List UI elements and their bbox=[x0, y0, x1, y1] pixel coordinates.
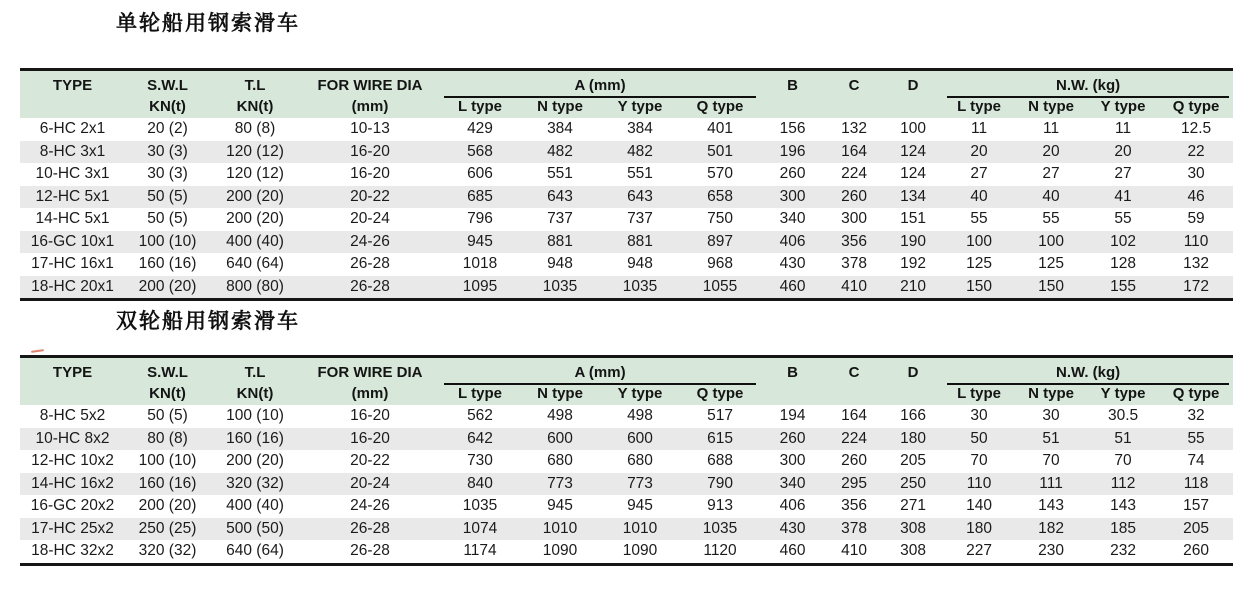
col-header-b: B bbox=[760, 70, 825, 119]
table-cell: 30 (3) bbox=[125, 141, 210, 164]
table-cell: 320 (32) bbox=[210, 473, 300, 496]
table-cell: 606 bbox=[467, 165, 493, 183]
table-cell: 948 bbox=[547, 255, 573, 273]
table-cell: 913 bbox=[707, 497, 733, 515]
table-cell: 568 bbox=[440, 141, 520, 164]
table-cell: 308 bbox=[883, 518, 943, 541]
table-cell: 680 bbox=[627, 452, 653, 470]
col-header-type: TYPE bbox=[20, 357, 125, 406]
table-cell: 750 bbox=[707, 210, 733, 228]
table-cell: 112 bbox=[1087, 473, 1159, 496]
table-cell: 200 (20) bbox=[125, 276, 210, 300]
table-cell: 200 (20) bbox=[226, 452, 284, 470]
table-cell: 300 bbox=[779, 452, 806, 470]
table-cell: 1090 bbox=[600, 540, 680, 564]
table-cell: 20 (2) bbox=[147, 120, 188, 138]
table-cell: 498 bbox=[627, 407, 653, 425]
table-cell: 32 bbox=[1187, 407, 1205, 425]
table-cell: 897 bbox=[680, 231, 760, 254]
col-header-tl-unit: KN(t) bbox=[210, 385, 300, 405]
table-cell: 10-HC 3x1 bbox=[35, 165, 110, 183]
table-cell: 232 bbox=[1087, 540, 1159, 564]
table-cell: 401 bbox=[707, 120, 733, 138]
table-cell: 20-22 bbox=[350, 452, 390, 470]
table-cell: 180 bbox=[943, 518, 1015, 541]
table-cell: 40 bbox=[1015, 186, 1087, 209]
table-cell: 100 bbox=[1015, 231, 1087, 254]
table-cell: 230 bbox=[1015, 540, 1087, 564]
table-cell: 164 bbox=[825, 141, 883, 164]
table-cell: 200 (20) bbox=[138, 497, 197, 515]
col-header-nw-n-type: N type bbox=[1015, 385, 1087, 405]
col-header-nw-l-type: L type bbox=[943, 98, 1015, 118]
table-cell: 17-HC 25x2 bbox=[20, 518, 125, 541]
table-body bbox=[20, 405, 1233, 564]
table-cell: 125 bbox=[1038, 255, 1064, 273]
table-cell: 1174 bbox=[440, 540, 520, 564]
table-cell: 210 bbox=[883, 276, 943, 300]
table-row bbox=[20, 518, 1233, 541]
table-cell: 429 bbox=[467, 120, 493, 138]
table-cell: 945 bbox=[440, 231, 520, 254]
table-double-sheave-blocks bbox=[20, 355, 1233, 566]
table-cell: 945 bbox=[547, 497, 573, 515]
table-cell: 180 bbox=[883, 428, 943, 451]
table-cell: 260 bbox=[841, 452, 867, 470]
table-cell: 356 bbox=[841, 497, 867, 515]
table-cell: 27 bbox=[1042, 165, 1060, 183]
table-cell: 27 bbox=[970, 165, 988, 183]
col-header-a-y-type: Y type bbox=[600, 98, 680, 118]
table-cell: 30 (3) bbox=[147, 165, 188, 183]
table-cell: 100 (10) bbox=[226, 407, 284, 425]
table-cell: 10-13 bbox=[350, 120, 390, 138]
col-header-swl: S.W.L bbox=[125, 357, 210, 386]
table-cell: 1010 bbox=[600, 518, 680, 541]
table-cell: 840 bbox=[440, 473, 520, 496]
table-cell: 110 bbox=[1159, 231, 1233, 254]
table-cell: 100 (10) bbox=[138, 452, 197, 470]
table-cell: 70 bbox=[1042, 452, 1060, 470]
table-cell: 100 (10) bbox=[125, 231, 210, 254]
table-cell: 172 bbox=[1159, 276, 1233, 300]
table-cell: 737 bbox=[627, 210, 653, 228]
table-cell: 111 bbox=[1015, 473, 1087, 496]
table-cell: 260 bbox=[760, 428, 825, 451]
table-cell: 55 bbox=[1042, 210, 1060, 228]
table-cell: 102 bbox=[1087, 231, 1159, 254]
table-cell: 384 bbox=[547, 120, 573, 138]
table-cell: 12-HC 10x2 bbox=[31, 452, 114, 470]
table-cell: 295 bbox=[825, 473, 883, 496]
table-cell: 500 (50) bbox=[210, 518, 300, 541]
col-header-wire-dia: FOR WIRE DIA bbox=[300, 70, 440, 99]
table-cell: 134 bbox=[883, 186, 943, 209]
table-cell: 643 bbox=[600, 186, 680, 209]
table-cell: 1055 bbox=[680, 276, 760, 300]
table-cell: 50 (5) bbox=[125, 186, 210, 209]
table-cell: 132 bbox=[841, 120, 867, 138]
table-cell: 18-HC 32x2 bbox=[20, 540, 125, 564]
table-cell: 6-HC 2x1 bbox=[39, 120, 106, 138]
table-row bbox=[20, 186, 1233, 209]
table-cell: 50 bbox=[943, 428, 1015, 451]
table-single-sheave-blocks bbox=[20, 68, 1233, 301]
table-cell: 156 bbox=[779, 120, 806, 138]
table-cell: 773 bbox=[520, 473, 600, 496]
table-cell: 250 bbox=[883, 473, 943, 496]
table-cell: 150 bbox=[1015, 276, 1087, 300]
table-cell: 205 bbox=[1159, 518, 1233, 541]
table-cell: 192 bbox=[900, 255, 926, 273]
table-cell: 11 bbox=[1115, 120, 1132, 138]
table-cell: 70 bbox=[970, 452, 988, 470]
table-cell: 790 bbox=[680, 473, 760, 496]
table-cell: 26-28 bbox=[300, 518, 440, 541]
table-cell: 200 (20) bbox=[226, 210, 284, 228]
table-cell: 737 bbox=[547, 210, 573, 228]
col-header-d: D bbox=[883, 357, 943, 406]
col-header-tl-unit: KN(t) bbox=[210, 98, 300, 118]
table-cell: 410 bbox=[825, 276, 883, 300]
table-row bbox=[20, 540, 1233, 564]
table-cell: 680 bbox=[547, 452, 573, 470]
table-cell: 26-28 bbox=[350, 255, 390, 273]
table-cell: 1035 bbox=[520, 276, 600, 300]
table-cell: 1010 bbox=[520, 518, 600, 541]
table-cell: 260 bbox=[779, 165, 806, 183]
table-cell: 8-HC 3x1 bbox=[20, 141, 125, 164]
table-cell: 30.5 bbox=[1107, 407, 1139, 425]
table-cell: 20 bbox=[1087, 141, 1159, 164]
table-cell: 40 bbox=[943, 186, 1015, 209]
table-cell: 24-26 bbox=[350, 497, 390, 515]
table-cell: 20-24 bbox=[300, 473, 440, 496]
table-cell: 166 bbox=[900, 407, 926, 425]
table-cell: 685 bbox=[440, 186, 520, 209]
table-cell: 260 bbox=[825, 186, 883, 209]
col-header-type: TYPE bbox=[20, 70, 125, 119]
table-cell: 410 bbox=[825, 540, 883, 564]
table-cell: 658 bbox=[680, 186, 760, 209]
table-cell: 320 (32) bbox=[125, 540, 210, 564]
table-cell: 600 bbox=[600, 428, 680, 451]
table-cell: 55 bbox=[1159, 428, 1233, 451]
table-cell: 143 bbox=[1038, 497, 1064, 515]
group-header-nw-kg: N.W. (kg) bbox=[943, 357, 1233, 386]
table-cell: 110 bbox=[943, 473, 1015, 496]
table-cell: 118 bbox=[1159, 473, 1233, 496]
col-header-swl: S.W.L bbox=[125, 70, 210, 99]
table-cell: 430 bbox=[779, 255, 806, 273]
table-cell: 16-20 bbox=[300, 141, 440, 164]
table-cell: 120 (12) bbox=[210, 141, 300, 164]
table-cell: 160 (16) bbox=[210, 428, 300, 451]
table-row bbox=[20, 428, 1233, 451]
col-header-a-l-type: L type bbox=[440, 385, 520, 405]
table-cell: 11 bbox=[1043, 120, 1060, 138]
table-cell: 300 bbox=[760, 186, 825, 209]
table-cell: 562 bbox=[467, 407, 493, 425]
table-row bbox=[20, 450, 1233, 473]
table-cell: 551 bbox=[547, 165, 573, 183]
table-cell: 260 bbox=[1159, 540, 1233, 564]
table-cell: 945 bbox=[627, 497, 653, 515]
table-cell: 124 bbox=[900, 165, 926, 183]
col-header-nw-y-type: Y type bbox=[1087, 98, 1159, 118]
table-cell: 155 bbox=[1087, 276, 1159, 300]
table-cell: 406 bbox=[779, 497, 806, 515]
table-cell: 26-28 bbox=[300, 540, 440, 564]
table-cell: 378 bbox=[841, 255, 867, 273]
table-cell: 1035 bbox=[680, 518, 760, 541]
title-single-sheave-blocks: 单轮船用钢索滑车 bbox=[116, 12, 300, 35]
col-header-wire-dia-unit: (mm) bbox=[300, 385, 440, 405]
table-cell: 796 bbox=[467, 210, 493, 228]
col-header-a-n-type: N type bbox=[520, 385, 600, 405]
table-cell: 308 bbox=[883, 540, 943, 564]
table-row bbox=[20, 118, 1233, 141]
col-header-wire-dia: FOR WIRE DIA bbox=[300, 357, 440, 386]
table-cell: 948 bbox=[627, 255, 653, 273]
table-cell: 80 (8) bbox=[125, 428, 210, 451]
table-cell: 498 bbox=[547, 407, 573, 425]
table-cell: 1074 bbox=[440, 518, 520, 541]
table-row bbox=[20, 163, 1233, 186]
table-cell: 14-HC 16x2 bbox=[20, 473, 125, 496]
table-cell: 968 bbox=[707, 255, 733, 273]
col-header-a-n-type: N type bbox=[520, 98, 600, 118]
table-cell: 482 bbox=[600, 141, 680, 164]
col-header-d: D bbox=[883, 70, 943, 119]
table-cell: 16-GC 10x1 bbox=[20, 231, 125, 254]
table-cell: 50 (5) bbox=[147, 210, 188, 228]
table-cell: 1095 bbox=[440, 276, 520, 300]
table-cell: 196 bbox=[760, 141, 825, 164]
table-cell: 20 bbox=[1015, 141, 1087, 164]
table-cell: 20 bbox=[943, 141, 1015, 164]
table-cell: 1035 bbox=[462, 497, 498, 515]
table-cell: 224 bbox=[825, 428, 883, 451]
table-cell: 16-20 bbox=[350, 407, 390, 425]
table-cell: 300 bbox=[841, 210, 867, 228]
scan-artifact bbox=[31, 349, 44, 353]
table-cell: 205 bbox=[900, 452, 926, 470]
table-row bbox=[20, 495, 1233, 518]
table-cell: 30 bbox=[1042, 407, 1060, 425]
col-header-nw-n-type: N type bbox=[1015, 98, 1087, 118]
table-cell: 16-20 bbox=[300, 428, 440, 451]
col-header-c: C bbox=[825, 70, 883, 119]
table-cell: 881 bbox=[520, 231, 600, 254]
table-cell: 132 bbox=[1183, 255, 1209, 273]
table-cell: 460 bbox=[760, 540, 825, 564]
table-cell: 51 bbox=[1087, 428, 1159, 451]
table-cell: 30 bbox=[970, 407, 988, 425]
table-cell: 120 (12) bbox=[226, 165, 284, 183]
table-cell: 773 bbox=[600, 473, 680, 496]
table-cell: 190 bbox=[883, 231, 943, 254]
table-cell: 730 bbox=[467, 452, 493, 470]
table-row bbox=[20, 276, 1233, 300]
table-body bbox=[20, 118, 1233, 300]
col-header-swl-unit: KN(t) bbox=[125, 98, 210, 118]
table-cell: 800 (80) bbox=[210, 276, 300, 300]
table-cell: 164 bbox=[841, 407, 867, 425]
table-cell: 378 bbox=[825, 518, 883, 541]
table-cell: 151 bbox=[900, 210, 926, 228]
table-cell: 30 bbox=[1187, 165, 1205, 183]
table-cell: 200 (20) bbox=[210, 186, 300, 209]
col-header-b: B bbox=[760, 357, 825, 406]
table-cell: 100 bbox=[900, 120, 926, 138]
table-cell: 74 bbox=[1187, 452, 1205, 470]
table-cell: 271 bbox=[900, 497, 926, 515]
table-cell: 12-HC 5x1 bbox=[20, 186, 125, 209]
col-header-a-q-type: Q type bbox=[680, 385, 760, 405]
table-cell: 22 bbox=[1159, 141, 1233, 164]
table-cell: 50 (5) bbox=[147, 407, 188, 425]
table-cell: 1090 bbox=[520, 540, 600, 564]
table-cell: 143 bbox=[1110, 497, 1136, 515]
table-cell: 460 bbox=[760, 276, 825, 300]
table-cell: 70 bbox=[1114, 452, 1132, 470]
table-cell: 51 bbox=[1015, 428, 1087, 451]
group-header-nw-kg: N.W. (kg) bbox=[943, 70, 1233, 99]
table-cell: 600 bbox=[520, 428, 600, 451]
col-header-wire-dia-unit: (mm) bbox=[300, 98, 440, 118]
table-cell: 20-24 bbox=[350, 210, 390, 228]
table-cell: 18-HC 20x1 bbox=[20, 276, 125, 300]
table-cell: 16-GC 20x2 bbox=[30, 497, 115, 515]
col-header-c: C bbox=[825, 357, 883, 406]
table-cell: 570 bbox=[707, 165, 733, 183]
table-cell: 615 bbox=[680, 428, 760, 451]
table-cell: 150 bbox=[943, 276, 1015, 300]
table-cell: 55 bbox=[1114, 210, 1132, 228]
table-cell: 881 bbox=[600, 231, 680, 254]
table-cell: 128 bbox=[1110, 255, 1136, 273]
table-cell: 340 bbox=[760, 473, 825, 496]
table-cell: 400 (40) bbox=[226, 497, 284, 515]
group-header-a-mm: A (mm) bbox=[440, 357, 760, 386]
table-cell: 185 bbox=[1087, 518, 1159, 541]
table-cell: 640 (64) bbox=[210, 540, 300, 564]
table-cell: 80 (8) bbox=[234, 120, 276, 138]
col-header-nw-q-type: Q type bbox=[1159, 98, 1233, 118]
table-cell: 8-HC 5x2 bbox=[39, 407, 106, 425]
col-header-a-y-type: Y type bbox=[600, 385, 680, 405]
table-cell: 250 (25) bbox=[125, 518, 210, 541]
col-header-tl: T.L bbox=[210, 357, 300, 386]
table-cell: 17-HC 16x1 bbox=[31, 255, 114, 273]
table-cell: 340 bbox=[779, 210, 806, 228]
table-header bbox=[20, 357, 1233, 406]
title-double-sheave-blocks: 双轮船用钢索滑车 bbox=[116, 310, 300, 333]
table-cell: 157 bbox=[1183, 497, 1209, 515]
table-row bbox=[20, 405, 1233, 428]
table-cell: 406 bbox=[760, 231, 825, 254]
table-cell: 160 (16) bbox=[138, 255, 197, 273]
table-cell: 1035 bbox=[600, 276, 680, 300]
table-cell: 642 bbox=[440, 428, 520, 451]
table-row bbox=[20, 253, 1233, 276]
table-row bbox=[20, 473, 1233, 496]
table-cell: 551 bbox=[627, 165, 653, 183]
table-cell: 517 bbox=[707, 407, 733, 425]
table-cell: 1018 bbox=[462, 255, 498, 273]
col-header-swl-unit: KN(t) bbox=[125, 385, 210, 405]
table-cell: 16-20 bbox=[350, 165, 390, 183]
table-cell: 24-26 bbox=[300, 231, 440, 254]
table-cell: 55 bbox=[970, 210, 988, 228]
table-cell: 194 bbox=[779, 407, 806, 425]
table-cell: 10-HC 8x2 bbox=[20, 428, 125, 451]
table-cell: 160 (16) bbox=[125, 473, 210, 496]
table-cell: 400 (40) bbox=[210, 231, 300, 254]
table-cell: 59 bbox=[1187, 210, 1205, 228]
table-row bbox=[20, 208, 1233, 231]
col-header-nw-y-type: Y type bbox=[1087, 385, 1159, 405]
table-cell: 124 bbox=[883, 141, 943, 164]
table-cell: 100 bbox=[943, 231, 1015, 254]
table-cell: 643 bbox=[520, 186, 600, 209]
table-header bbox=[20, 70, 1233, 119]
group-header-a-mm: A (mm) bbox=[440, 70, 760, 99]
table-cell: 1120 bbox=[680, 540, 760, 564]
table-cell: 26-28 bbox=[300, 276, 440, 300]
table-cell: 384 bbox=[627, 120, 653, 138]
table-cell: 12.5 bbox=[1180, 120, 1212, 138]
table-cell: 125 bbox=[966, 255, 992, 273]
table-cell: 27 bbox=[1114, 165, 1132, 183]
table-cell: 140 bbox=[966, 497, 992, 515]
table-row bbox=[20, 231, 1233, 254]
table-cell: 227 bbox=[943, 540, 1015, 564]
col-header-a-l-type: L type bbox=[440, 98, 520, 118]
table-cell: 182 bbox=[1015, 518, 1087, 541]
table-cell: 356 bbox=[825, 231, 883, 254]
table-cell: 46 bbox=[1159, 186, 1233, 209]
table-cell: 20-22 bbox=[300, 186, 440, 209]
table-cell: 430 bbox=[760, 518, 825, 541]
table-cell: 11 bbox=[971, 120, 988, 138]
table-cell: 501 bbox=[680, 141, 760, 164]
table-cell: 41 bbox=[1087, 186, 1159, 209]
table-cell: 224 bbox=[841, 165, 867, 183]
col-header-a-q-type: Q type bbox=[680, 98, 760, 118]
table-cell: 688 bbox=[707, 452, 733, 470]
col-header-nw-l-type: L type bbox=[943, 385, 1015, 405]
col-header-tl: T.L bbox=[210, 70, 300, 99]
table-row bbox=[20, 141, 1233, 164]
table-cell: 640 (64) bbox=[226, 255, 284, 273]
col-header-nw-q-type: Q type bbox=[1159, 385, 1233, 405]
table-cell: 14-HC 5x1 bbox=[35, 210, 110, 228]
table-cell: 482 bbox=[520, 141, 600, 164]
